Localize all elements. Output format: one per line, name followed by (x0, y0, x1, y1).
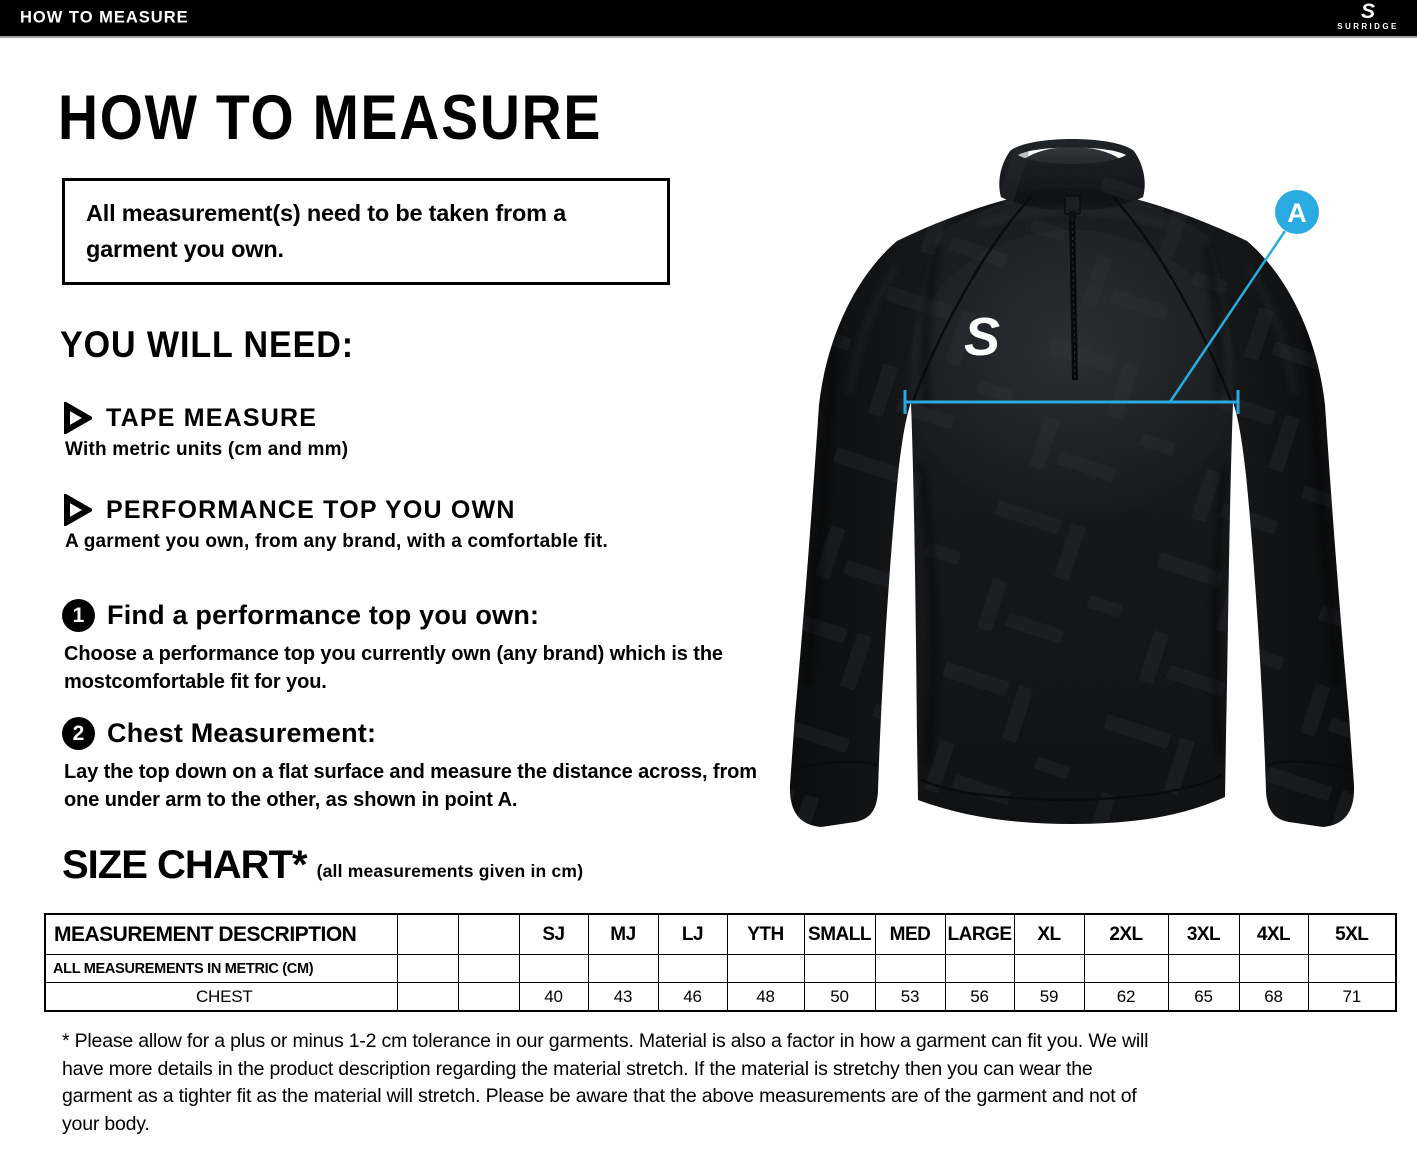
table-cell: 71 (1308, 983, 1396, 1012)
table-cell: 59 (1014, 983, 1084, 1012)
table-cell: ALL MEASUREMENTS IN METRIC (CM) (45, 955, 397, 983)
size-chart-subtitle: (all measurements given in cm) (316, 861, 584, 881)
table-cell (658, 955, 727, 983)
table-cell (1014, 955, 1084, 983)
surridge-chest-logo: S (963, 307, 1001, 367)
column-header (458, 914, 519, 955)
table-cell (1168, 955, 1239, 983)
column-header: 4XL (1239, 914, 1308, 955)
table-cell: 65 (1168, 983, 1239, 1012)
table-cell: 53 (875, 983, 945, 1012)
need-item-label: TAPE MEASURE (106, 403, 318, 432)
notice-box: All measurement(s) need to be taken from a garment you own. (62, 178, 670, 285)
step-number-badge: 2 (62, 717, 95, 750)
marker-a-label: A (1287, 198, 1307, 228)
step-title: Chest Measurement: (107, 718, 377, 748)
need-item-performance-top (62, 494, 608, 553)
table-cell (727, 955, 804, 983)
size-chart-title: SIZE CHART* (62, 843, 307, 887)
surridge-s-icon: S (1360, 0, 1375, 23)
you-will-need-title: YOU WILL NEED: (60, 324, 355, 365)
garment-illustration (777, 135, 1417, 845)
step-number-badge: 1 (62, 599, 95, 632)
column-header: XL (1014, 914, 1084, 955)
table-cell (804, 955, 875, 983)
step-2 (62, 717, 764, 814)
step-1 (62, 599, 764, 696)
table-cell: 56 (945, 983, 1014, 1012)
table-cell: CHEST (45, 983, 397, 1012)
column-header: LJ (658, 914, 727, 955)
column-header (397, 914, 458, 955)
size-chart-table (44, 913, 1397, 1012)
column-header: 2XL (1084, 914, 1168, 955)
table-cell (458, 983, 519, 1012)
tolerance-footnote: * Please allow for a plus or minus 1-2 cm tolerance in our garments. Material is also a factor in how a garment can fit you. We will have more details in the product description regarding the material stretch. If the material is stretchy then you can wear the garment as a tighter fit as the material will stretch. Please be aware that the above measurements are of the garment and not of your body. (62, 1030, 1149, 1136)
page-title: HOW TO MEASURE (58, 83, 603, 153)
table-cell (1084, 955, 1168, 983)
table-row (45, 955, 1396, 983)
top-bar (0, 0, 1417, 38)
table-cell: 40 (519, 983, 588, 1012)
table-cell (1239, 955, 1308, 983)
need-item-description: With metric units (cm and mm) (65, 439, 349, 460)
column-header: MEASUREMENT DESCRIPTION (45, 914, 397, 955)
table-cell: 62 (1084, 983, 1168, 1012)
surridge-logo (1329, 1, 1407, 31)
table-cell: 46 (658, 983, 727, 1012)
column-header: SJ (519, 914, 588, 955)
column-header: 3XL (1168, 914, 1239, 955)
table-row (45, 983, 1396, 1012)
column-header: YTH (727, 914, 804, 955)
table-cell (519, 955, 588, 983)
table-cell (1308, 955, 1396, 983)
table-cell: 50 (804, 983, 875, 1012)
column-header: MED (875, 914, 945, 955)
play-triangle-icon (62, 494, 92, 526)
surridge-brand-word: SURRIDGE (1337, 22, 1399, 31)
table-cell (588, 955, 658, 983)
table-cell: 68 (1239, 983, 1308, 1012)
top-bar-title: HOW TO MEASURE (20, 8, 189, 27)
garment-diagram (777, 45, 1417, 845)
table-cell (458, 955, 519, 983)
step-description: Choose a performance top you currently own (any brand) which is the mostcomfortable fit for you. (64, 643, 723, 693)
column-header: SMALL (804, 914, 875, 955)
table-cell: 48 (727, 983, 804, 1012)
step-title: Find a performance top you own: (107, 600, 540, 630)
size-chart-heading (62, 843, 583, 888)
table-cell (945, 955, 1014, 983)
column-header: MJ (588, 914, 658, 955)
table-cell: 43 (588, 983, 658, 1012)
play-triangle-icon (62, 402, 92, 434)
column-header: LARGE (945, 914, 1014, 955)
column-header: 5XL (1308, 914, 1396, 955)
need-item-tape-measure (62, 402, 348, 461)
step-description: Lay the top down on a flat surface and measure the distance across, from one under arm to the other, as shown in point A. (64, 761, 757, 811)
table-cell (875, 955, 945, 983)
table-cell (397, 955, 458, 983)
table-cell (397, 983, 458, 1012)
need-item-description: A garment you own, from any brand, with a comfortable fit. (65, 531, 608, 552)
need-item-label: PERFORMANCE TOP YOU OWN (106, 495, 516, 524)
